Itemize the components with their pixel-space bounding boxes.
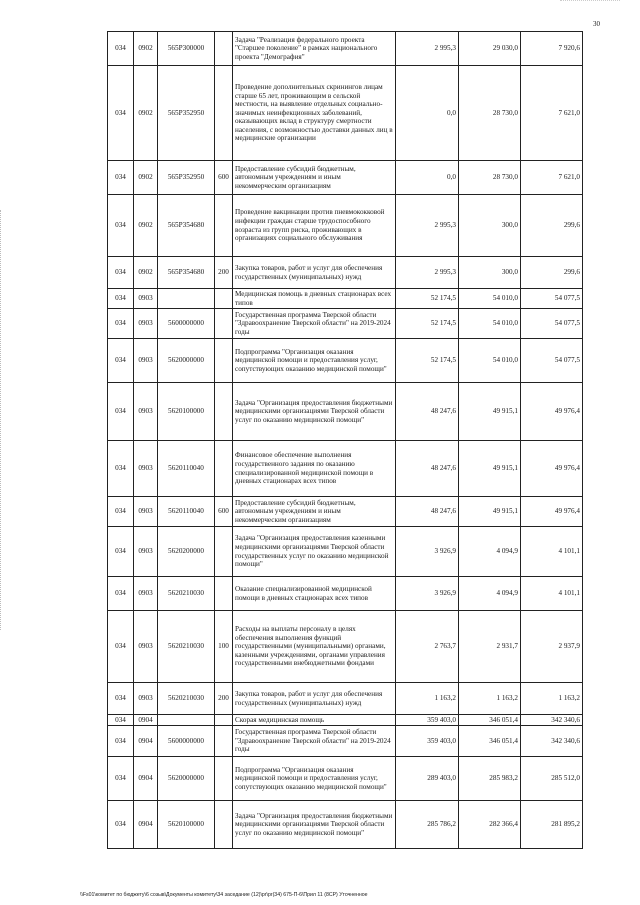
amount-2021-cell: 299,6 bbox=[521, 195, 583, 257]
amount-2019-cell: 0,0 bbox=[396, 66, 459, 161]
admin-code-cell: 034 bbox=[108, 577, 134, 611]
amount-2020-cell: 282 366,4 bbox=[459, 801, 521, 849]
item-name-cell: Проведение вакцинации против пневмококковой инфекции граждан старше трудоспособного возраста из групп риска, проживающих в организациях социального обслуживания bbox=[233, 195, 396, 257]
amount-2020-cell: 49 915,1 bbox=[459, 441, 521, 497]
amount-2019-cell: 52 174,5 bbox=[396, 339, 459, 383]
item-name-cell: Закупка товаров, работ и услуг для обеспечения государственных (муниципальных) нужд bbox=[233, 683, 396, 715]
scan-top-line bbox=[560, 0, 620, 3]
item-name-cell: Предоставление субсидий бюджетным, автономным учреждениям и иным некоммерческим организациям bbox=[233, 497, 396, 527]
section-code-cell: 0902 bbox=[134, 32, 158, 66]
amount-2020-cell: 49 915,1 bbox=[459, 383, 521, 441]
amount-2021-cell: 7 621,0 bbox=[521, 66, 583, 161]
amount-2019-cell: 2 995,3 bbox=[396, 257, 459, 289]
target-article-cell: 5620210030 bbox=[158, 683, 215, 715]
expense-type-cell bbox=[215, 715, 233, 726]
expense-type-cell bbox=[215, 32, 233, 66]
admin-code-cell: 034 bbox=[108, 257, 134, 289]
item-name-cell: Расходы на выплаты персоналу в целях обеспечения выполнения функций государственными (муниципальными) органами, казенными учреждениями, органами управления государственными внебюджетными фондами bbox=[233, 611, 396, 683]
amount-2019-cell: 48 247,6 bbox=[396, 383, 459, 441]
admin-code-cell: 034 bbox=[108, 757, 134, 801]
section-code-cell: 0903 bbox=[134, 527, 158, 577]
section-code-cell: 0904 bbox=[134, 726, 158, 757]
section-code-cell: 0903 bbox=[134, 309, 158, 339]
amount-2021-cell: 7 920,6 bbox=[521, 32, 583, 66]
expense-type-cell bbox=[215, 441, 233, 497]
item-name-cell: Государственная программа Тверской области "Здравоохранение Тверской области" на 2019-2024 годы bbox=[233, 309, 396, 339]
admin-code-cell: 034 bbox=[108, 309, 134, 339]
target-article-cell: 5620000000 bbox=[158, 757, 215, 801]
admin-code-cell: 034 bbox=[108, 383, 134, 441]
table-row bbox=[108, 339, 583, 383]
table-row bbox=[108, 441, 583, 497]
target-article-cell bbox=[158, 715, 215, 726]
target-article-cell: 5620110040 bbox=[158, 497, 215, 527]
item-name-cell: Подпрограмма "Организация оказания медицинской помощи и предоставления услуг, сопутствующих оказанию медицинской помощи" bbox=[233, 339, 396, 383]
item-name-cell: Задача "Организация предоставления казенными медицинскими организациями Тверской области государственных услуг по оказанию медицинской помощи" bbox=[233, 527, 396, 577]
section-code-cell: 0902 bbox=[134, 257, 158, 289]
item-name-cell: Закупка товаров, работ и услуг для обеспечения государственных (муниципальных) нужд bbox=[233, 257, 396, 289]
amount-2020-cell: 28 730,0 bbox=[459, 161, 521, 195]
amount-2019-cell: 52 174,5 bbox=[396, 309, 459, 339]
target-article-cell: 5620210030 bbox=[158, 611, 215, 683]
section-code-cell: 0904 bbox=[134, 801, 158, 849]
amount-2020-cell: 346 051,4 bbox=[459, 715, 521, 726]
item-name-cell: Задача "Организация предоставления бюджетными медицинскими организациями Тверской области услуг по оказанию медицинской помощи" bbox=[233, 383, 396, 441]
amount-2019-cell: 285 786,2 bbox=[396, 801, 459, 849]
amount-2021-cell: 49 976,4 bbox=[521, 441, 583, 497]
item-name-cell: Финансовое обеспечение выполнения государственного задания по оказанию специализированной медицинской помощи в дневных стационарах всех типов bbox=[233, 441, 396, 497]
amount-2019-cell: 48 247,6 bbox=[396, 497, 459, 527]
table-row bbox=[108, 683, 583, 715]
footer-file-path: \\Fs01\комитет по бюджету\6 созыв\Документы комитету\34 заседание (12)\pr\pr(34) 675-П-6\Прил 11 (8СР) Уточненное bbox=[80, 892, 368, 898]
table-row bbox=[108, 801, 583, 849]
amount-2021-cell: 49 976,4 bbox=[521, 497, 583, 527]
expense-type-cell bbox=[215, 383, 233, 441]
section-code-cell: 0903 bbox=[134, 497, 158, 527]
amount-2019-cell: 2 763,7 bbox=[396, 611, 459, 683]
scan-margin-line bbox=[0, 210, 2, 630]
amount-2021-cell: 1 163,2 bbox=[521, 683, 583, 715]
admin-code-cell: 034 bbox=[108, 441, 134, 497]
table-row bbox=[108, 715, 583, 726]
table-row bbox=[108, 611, 583, 683]
amount-2020-cell: 300,0 bbox=[459, 195, 521, 257]
expense-type-cell: 200 bbox=[215, 683, 233, 715]
amount-2019-cell: 3 926,9 bbox=[396, 577, 459, 611]
table-row bbox=[108, 726, 583, 757]
admin-code-cell: 034 bbox=[108, 611, 134, 683]
budget-table bbox=[107, 31, 583, 849]
amount-2021-cell: 342 340,6 bbox=[521, 726, 583, 757]
admin-code-cell: 034 bbox=[108, 161, 134, 195]
amount-2020-cell: 285 983,2 bbox=[459, 757, 521, 801]
item-name-cell: Медицинская помощь в дневных стационарах всех типов bbox=[233, 289, 396, 309]
admin-code-cell: 034 bbox=[108, 726, 134, 757]
target-article-cell: 5620100000 bbox=[158, 383, 215, 441]
table-row bbox=[108, 497, 583, 527]
section-code-cell: 0903 bbox=[134, 339, 158, 383]
item-name-cell: Задача "Организация предоставления бюджетными медицинскими организациями Тверской области услуг по оказанию медицинской помощи" bbox=[233, 801, 396, 849]
item-name-cell: Подпрограмма "Организация оказания медицинской помощи и предоставления услуг, сопутствующих оказанию медицинской помощи" bbox=[233, 757, 396, 801]
amount-2020-cell: 29 030,0 bbox=[459, 32, 521, 66]
table-row bbox=[108, 577, 583, 611]
section-code-cell: 0903 bbox=[134, 383, 158, 441]
item-name-cell: Предоставление субсидий бюджетным, автономным учреждениям и иным некоммерческим организациям bbox=[233, 161, 396, 195]
item-name-cell: Проведение дополнительных скринингов лицам старше 65 лет, проживающим в сельской местности, на выявление отдельных социально-значимых неинфекционных заболеваний, оказывающих вклад в структуру смертности населения, с возможностью доставки данных лиц в медицинские организации bbox=[233, 66, 396, 161]
table-row bbox=[108, 161, 583, 195]
amount-2020-cell: 300,0 bbox=[459, 257, 521, 289]
table-row bbox=[108, 309, 583, 339]
section-code-cell: 0903 bbox=[134, 289, 158, 309]
amount-2021-cell: 54 077,5 bbox=[521, 289, 583, 309]
section-code-cell: 0904 bbox=[134, 715, 158, 726]
target-article-cell: 565P352950 bbox=[158, 161, 215, 195]
admin-code-cell: 034 bbox=[108, 527, 134, 577]
expense-type-cell bbox=[215, 66, 233, 161]
section-code-cell: 0902 bbox=[134, 66, 158, 161]
amount-2020-cell: 54 010,0 bbox=[459, 289, 521, 309]
amount-2019-cell: 1 163,2 bbox=[396, 683, 459, 715]
amount-2020-cell: 28 730,0 bbox=[459, 66, 521, 161]
item-name-cell: Государственная программа Тверской области "Здравоохранение Тверской области" на 2019-2024 годы bbox=[233, 726, 396, 757]
table-row bbox=[108, 527, 583, 577]
admin-code-cell: 034 bbox=[108, 715, 134, 726]
expense-type-cell: 600 bbox=[215, 497, 233, 527]
expense-type-cell bbox=[215, 726, 233, 757]
amount-2021-cell: 7 621,0 bbox=[521, 161, 583, 195]
expense-type-cell bbox=[215, 339, 233, 383]
target-article-cell: 5620110040 bbox=[158, 441, 215, 497]
amount-2019-cell: 52 174,5 bbox=[396, 289, 459, 309]
section-code-cell: 0903 bbox=[134, 577, 158, 611]
amount-2021-cell: 299,6 bbox=[521, 257, 583, 289]
amount-2020-cell: 4 094,9 bbox=[459, 527, 521, 577]
admin-code-cell: 034 bbox=[108, 66, 134, 161]
amount-2020-cell: 2 931,7 bbox=[459, 611, 521, 683]
amount-2019-cell: 0,0 bbox=[396, 161, 459, 195]
table-row bbox=[108, 383, 583, 441]
admin-code-cell: 034 bbox=[108, 801, 134, 849]
target-article-cell: 565P300000 bbox=[158, 32, 215, 66]
target-article-cell: 5620210030 bbox=[158, 577, 215, 611]
admin-code-cell: 034 bbox=[108, 497, 134, 527]
admin-code-cell: 034 bbox=[108, 195, 134, 257]
item-name-cell: Оказание специализированной медицинской помощи в дневных стационарах всех типов bbox=[233, 577, 396, 611]
section-code-cell: 0903 bbox=[134, 611, 158, 683]
section-code-cell: 0903 bbox=[134, 683, 158, 715]
expense-type-cell bbox=[215, 757, 233, 801]
admin-code-cell: 034 bbox=[108, 289, 134, 309]
amount-2020-cell: 54 010,0 bbox=[459, 309, 521, 339]
expense-type-cell: 100 bbox=[215, 611, 233, 683]
amount-2021-cell: 4 101,1 bbox=[521, 527, 583, 577]
item-name-cell: Скорая медицинская помощь bbox=[233, 715, 396, 726]
table-row bbox=[108, 66, 583, 161]
admin-code-cell: 034 bbox=[108, 683, 134, 715]
target-article-cell: 565P354680 bbox=[158, 257, 215, 289]
target-article-cell: 5600000000 bbox=[158, 309, 215, 339]
expense-type-cell bbox=[215, 195, 233, 257]
target-article-cell: 5620100000 bbox=[158, 801, 215, 849]
section-code-cell: 0904 bbox=[134, 757, 158, 801]
amount-2021-cell: 54 077,5 bbox=[521, 339, 583, 383]
amount-2021-cell: 281 895,2 bbox=[521, 801, 583, 849]
amount-2020-cell: 346 051,4 bbox=[459, 726, 521, 757]
amount-2021-cell: 342 340,6 bbox=[521, 715, 583, 726]
page-number: 30 bbox=[593, 20, 600, 28]
target-article-cell: 5620000000 bbox=[158, 339, 215, 383]
expense-type-cell bbox=[215, 289, 233, 309]
table-row bbox=[108, 289, 583, 309]
admin-code-cell: 034 bbox=[108, 339, 134, 383]
table-row bbox=[108, 757, 583, 801]
amount-2021-cell: 2 937,9 bbox=[521, 611, 583, 683]
amount-2020-cell: 4 094,9 bbox=[459, 577, 521, 611]
target-article-cell: 5600000000 bbox=[158, 726, 215, 757]
amount-2021-cell: 49 976,4 bbox=[521, 383, 583, 441]
target-article-cell: 565P352950 bbox=[158, 66, 215, 161]
amount-2021-cell: 54 077,5 bbox=[521, 309, 583, 339]
expense-type-cell: 200 bbox=[215, 257, 233, 289]
expense-type-cell: 600 bbox=[215, 161, 233, 195]
item-name-cell: Задача "Реализация федерального проекта "Старшее поколение" в рамках национального проекта "Демография" bbox=[233, 32, 396, 66]
amount-2019-cell: 48 247,6 bbox=[396, 441, 459, 497]
table-row bbox=[108, 195, 583, 257]
amount-2021-cell: 285 512,0 bbox=[521, 757, 583, 801]
section-code-cell: 0902 bbox=[134, 195, 158, 257]
target-article-cell: 565P354680 bbox=[158, 195, 215, 257]
amount-2019-cell: 359 403,0 bbox=[396, 715, 459, 726]
table-row bbox=[108, 257, 583, 289]
table-row bbox=[108, 32, 583, 66]
section-code-cell: 0902 bbox=[134, 161, 158, 195]
expense-type-cell bbox=[215, 801, 233, 849]
amount-2020-cell: 54 010,0 bbox=[459, 339, 521, 383]
amount-2021-cell: 4 101,1 bbox=[521, 577, 583, 611]
amount-2019-cell: 289 403,0 bbox=[396, 757, 459, 801]
target-article-cell: 5620200000 bbox=[158, 527, 215, 577]
amount-2019-cell: 3 926,9 bbox=[396, 527, 459, 577]
expense-type-cell bbox=[215, 577, 233, 611]
amount-2019-cell: 2 995,3 bbox=[396, 32, 459, 66]
amount-2019-cell: 2 995,3 bbox=[396, 195, 459, 257]
admin-code-cell: 034 bbox=[108, 32, 134, 66]
target-article-cell bbox=[158, 289, 215, 309]
amount-2020-cell: 49 915,1 bbox=[459, 497, 521, 527]
section-code-cell: 0903 bbox=[134, 441, 158, 497]
expense-type-cell bbox=[215, 309, 233, 339]
amount-2020-cell: 1 163,2 bbox=[459, 683, 521, 715]
amount-2019-cell: 359 403,0 bbox=[396, 726, 459, 757]
expense-type-cell bbox=[215, 527, 233, 577]
